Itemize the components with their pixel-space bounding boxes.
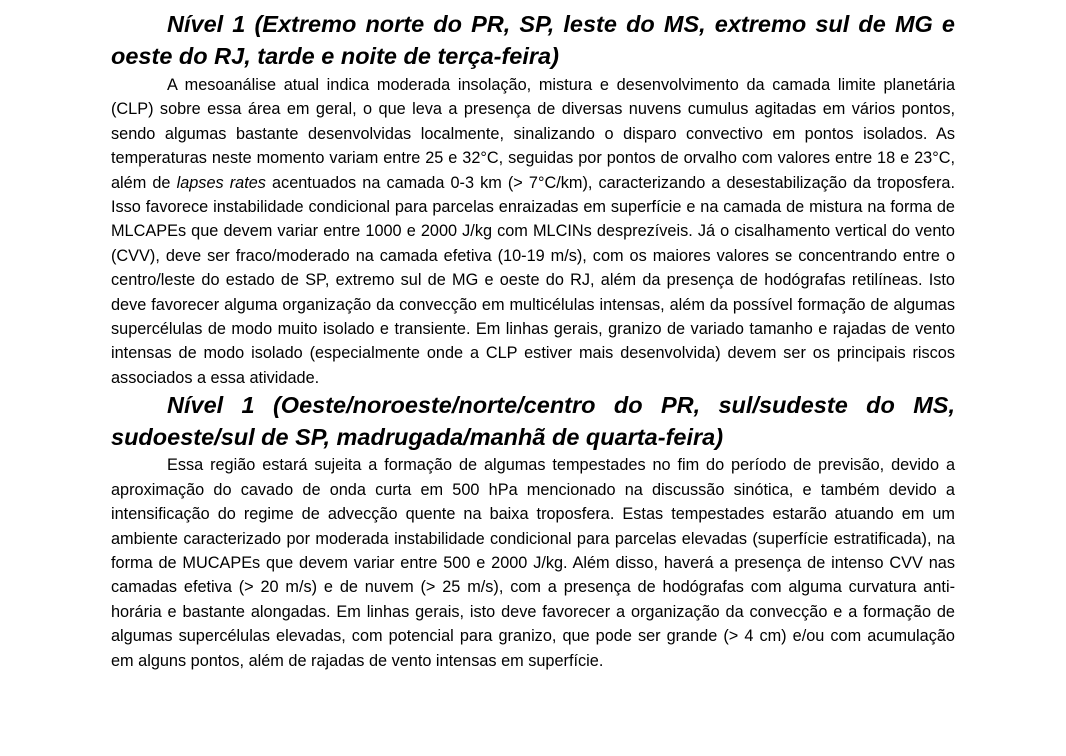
section-2-paragraph: Essa região estará sujeita a formação de algumas tempestades no fim do período de previsão, devido a aproximação do cavado de onda curta em 500 hPa mencionado na discussão sinótica, e também devido a intensificação do regime de advecção quente na baixa troposfera. Estas tempestades estarão atuando em um ambiente caracterizado por moderada instabilidade condicional para parcelas elevadas (superfície estratificada), na forma de MUCAPEs que devem variar entre 500 e 2000 J/kg. Além disso, haverá a presença de intenso CVV nas camadas efetiva (> 20 m/s) e de nuvem (> 25 m/s), com a presença de hodógrafas com alguma curvatura anti-horária e bastante alongadas. Em linhas gerais, isto deve favorecer a organização da convecção e a formação de algumas supercélulas elevadas, com potencial para granizo, que pode ser grande (> 4 cm) e/ou com acumulação em alguns pontos, além de rajadas de vento intensas em superfície. (111, 456, 955, 670)
document-page (111, 8, 955, 673)
section-1-paragraph-part-2: acentuados na camada 0-3 km (> 7°C/km), caracterizando a desestabilização da troposfera. Isso favorece instabilidade condicional para parcelas enraizadas em superfície e na camada de mistura na forma de MLCAPEs que devem variar entre 1000 e 2000 J/kg com MLCINs desprezíveis. Já o cisalhamento vertical do vento (CVV), deve ser fraco/moderado na camada efetiva (10-19 m/s), com os maiores valores se concentrando entre o centro/leste do estado de SP, extremo sul de MG e oeste do RJ, além da presença de hodógrafas retilíneas. Isto deve favorecer alguma organização da convecção em multicélulas intensas, além da possível formação de algumas supercélulas de modo muito isolado e transiente. Em linhas gerais, granizo de variado tamanho e rajadas de vento intensas de modo isolado (especialmente onde a CLP estiver mais desenvolvida) devem ser os principais riscos associados a essa atividade. (111, 173, 955, 387)
section-2-heading: Nível 1 (Oeste/noroeste/norte/centro do PR, sul/sudeste do MS, sudoeste/sul de SP, madrugada/manhã de quarta-feira) (111, 392, 955, 451)
section-1-paragraph-part-1: A mesoanálise atual indica moderada insolação, mistura e desenvolvimento da camada limite planetária (CLP) sobre essa área em geral, o que leva a presença de diversas nuvens cumulus agitadas em vários pontos, sendo algumas bastante desenvolvidas localmente, sinalizando o disparo convectivo em pontos isolados. As temperaturas neste momento variam entre 25 e 32°C, seguidas por pontos de orvalho com valores entre 18 e 23°C, além de (111, 76, 955, 192)
section-1-heading: Nível 1 (Extremo norte do PR, SP, leste do MS, extremo sul de MG e oeste do RJ, tarde e noite de terça-feira) (111, 11, 955, 69)
section-1-paragraph (111, 73, 955, 390)
section-1-paragraph-emphasis: lapses rates (176, 173, 266, 192)
